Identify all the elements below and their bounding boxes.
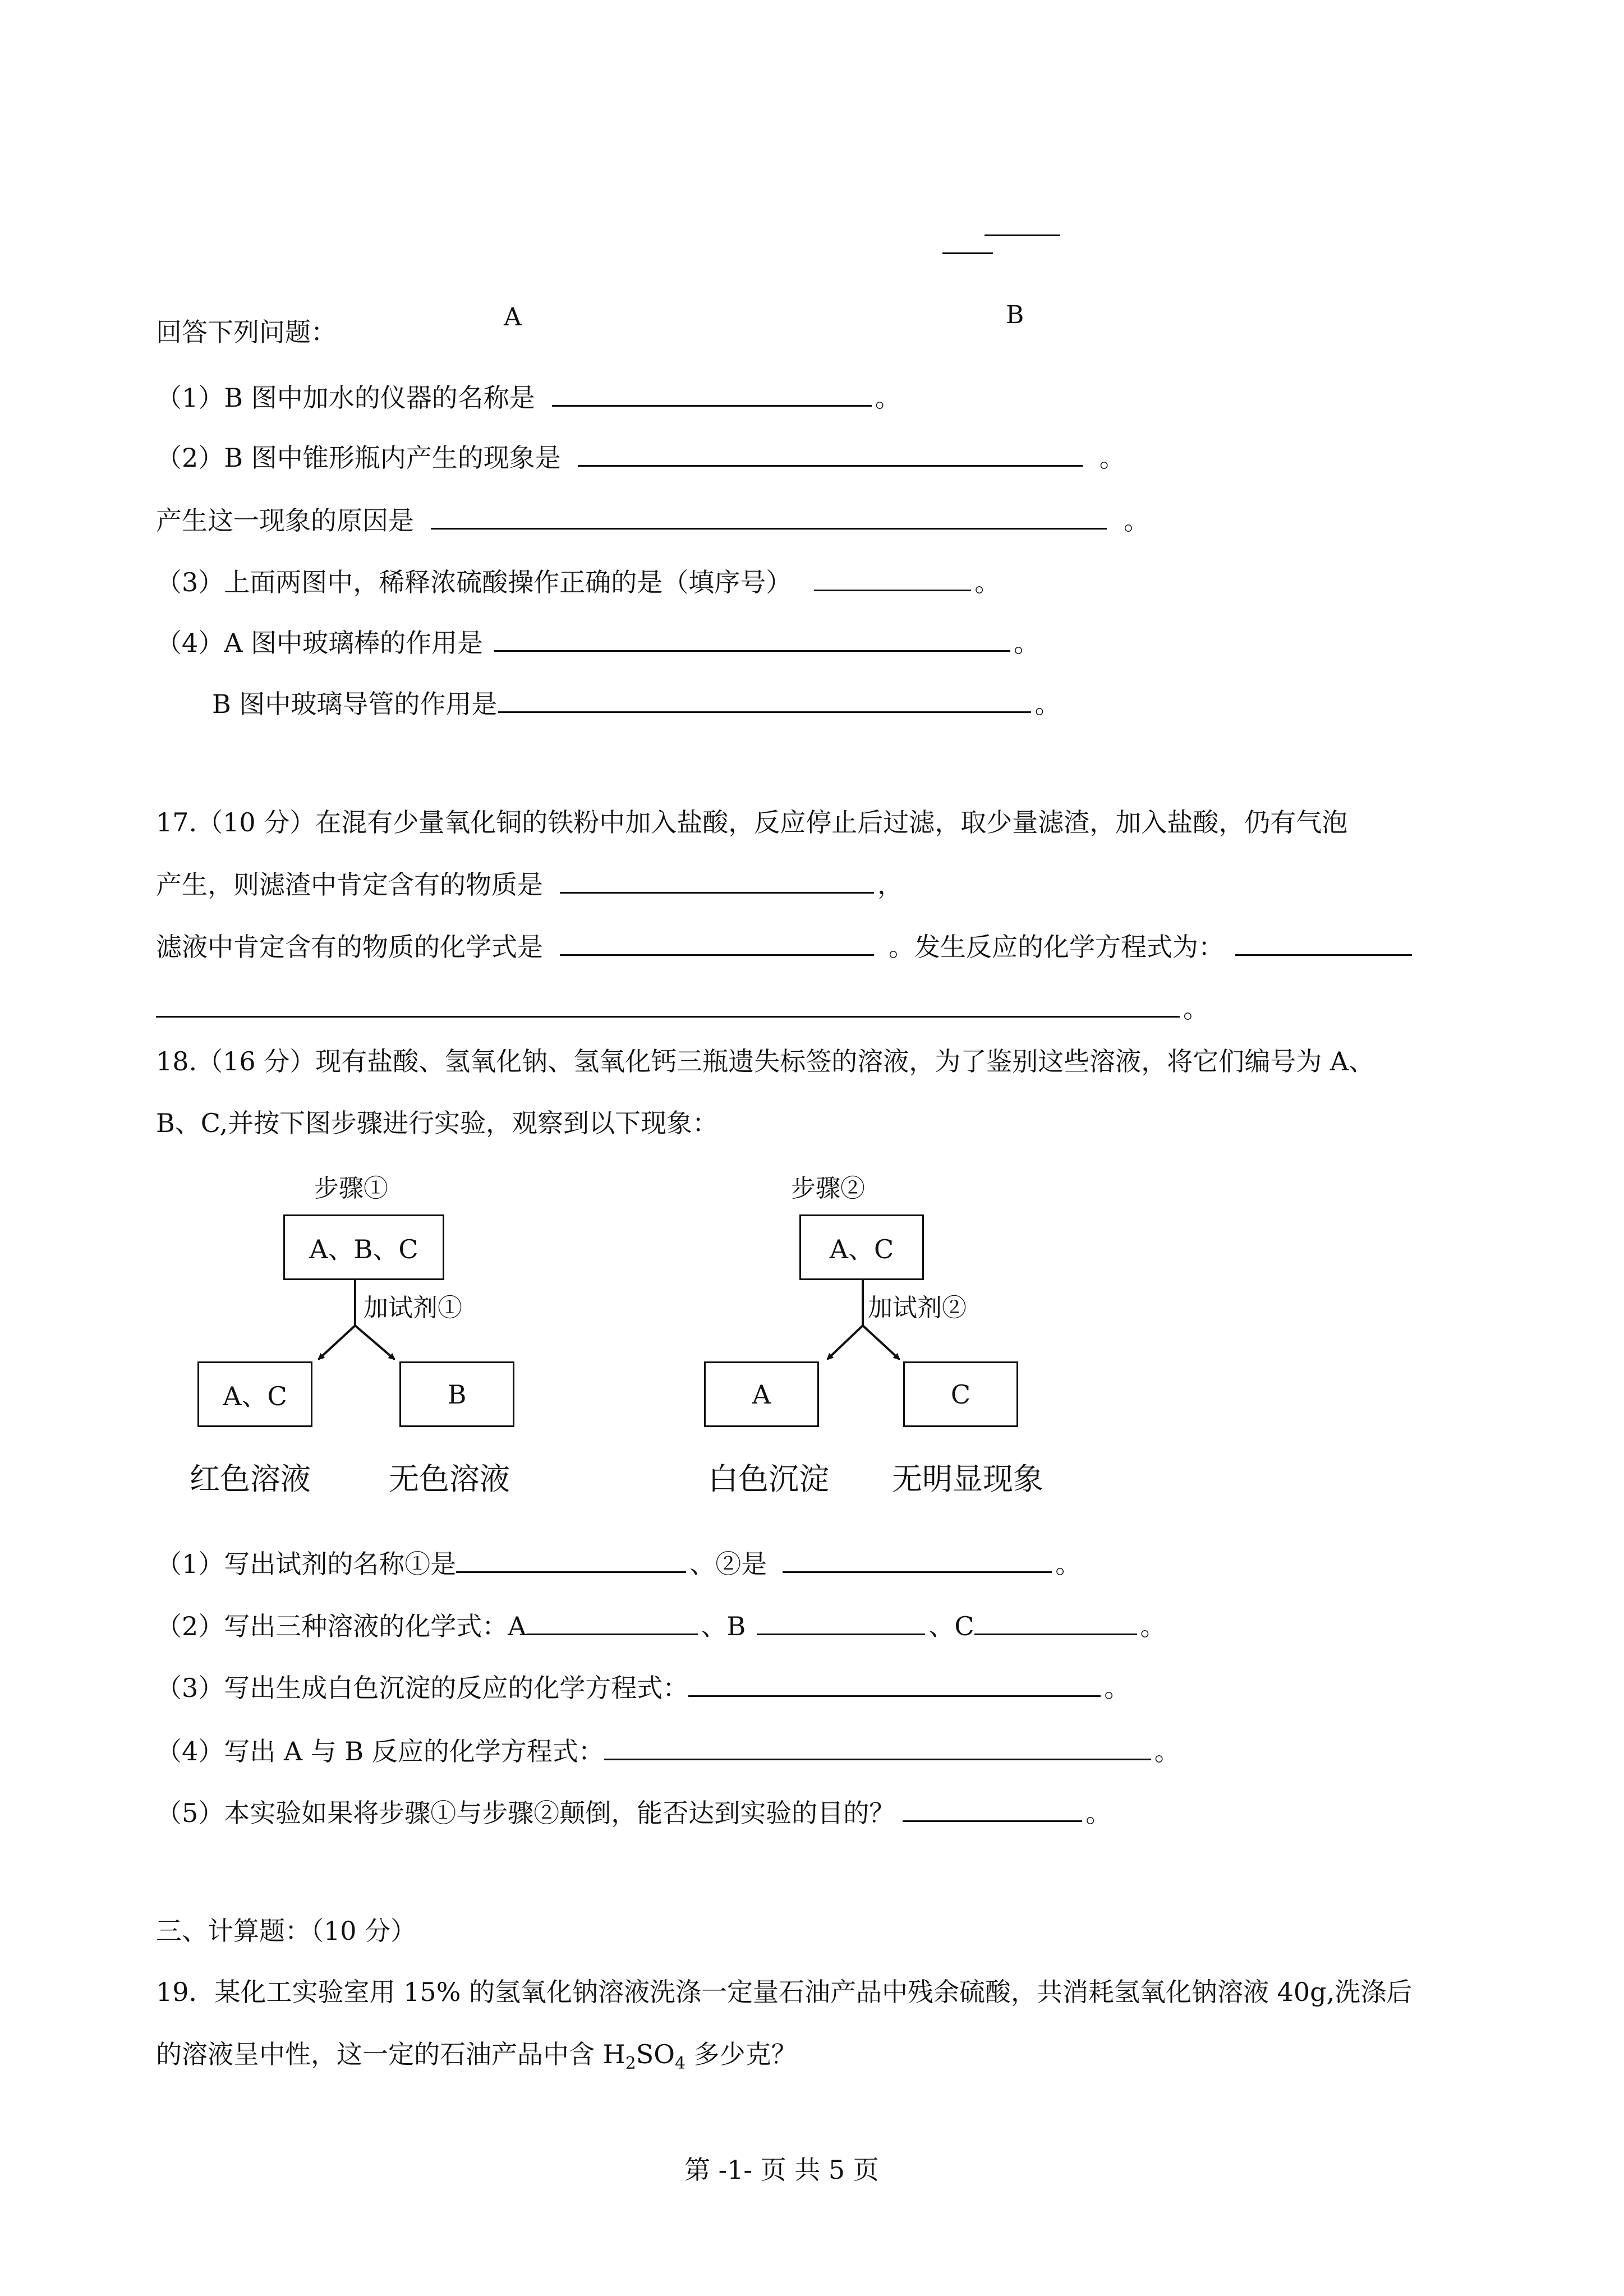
step1-arrow-left <box>319 1326 355 1359</box>
q19-line2 <box>156 2037 797 2081</box>
q17-line2-text: 产生，则滤渣中肯定含有的物质是 <box>156 869 543 900</box>
step1-label: 步骤① <box>314 1174 388 1203</box>
step2-arrow-left <box>827 1326 863 1359</box>
figure-label-a: A <box>504 303 522 332</box>
step2-right-box <box>903 1361 1018 1427</box>
period: 。 <box>1034 689 1061 719</box>
period: 。 <box>1085 1798 1112 1828</box>
answer-blank[interactable] <box>974 1608 1137 1635</box>
answer-blank[interactable] <box>1235 928 1412 956</box>
q16-part4b-text: B 图中玻璃导管的作用是 <box>212 689 498 719</box>
q18-part1-text2: 、②是 <box>689 1549 767 1579</box>
q17-line3-text: 滤液中肯定含有的物质的化学式是 <box>156 932 543 962</box>
q18-part2-text2: 、B <box>701 1611 746 1641</box>
q18-part3 <box>156 1669 1130 1705</box>
q18-part5-text: （5）本实验如果将步骤①与步骤②颠倒，能否达到实验的目的？ <box>156 1798 895 1828</box>
q18-part3-text: （3）写出生成白色沉淀的反应的化学方程式： <box>156 1673 689 1703</box>
answer-blank[interactable] <box>688 1669 1101 1697</box>
q16-part4 <box>156 624 1039 660</box>
answer-blank[interactable] <box>578 439 1083 467</box>
q18-line1: 18.（16 分）现有盐酸、氢氧化钠、氢氧化钙三瓶遗失标签的溶液，为了鉴别这些溶液，将它们编号为 A、 <box>156 1046 1375 1076</box>
step1-right-box <box>399 1361 514 1427</box>
answer-blank[interactable] <box>783 1545 1052 1573</box>
q18-part2 <box>156 1608 1166 1643</box>
answer-blank[interactable] <box>560 928 874 956</box>
q16-part3 <box>156 564 1000 599</box>
period: 。 <box>1154 1736 1180 1766</box>
answer-blank[interactable] <box>156 990 1180 1018</box>
q17-line1: 17.（10 分）在混有少量氧化铜的铁粉中加入盐酸，反应停止后过滤，取少量滤渣，加入盐酸，仍有气泡 <box>156 807 1348 838</box>
q18-part1-text: （1）写出试剂的名称①是 <box>156 1549 457 1579</box>
answer-blank[interactable] <box>431 502 1107 530</box>
figure-label-b: B <box>1006 301 1024 329</box>
q16-part2-text: （2）B 图中锥形瓶内产生的现象是 <box>156 443 561 473</box>
answer-blank[interactable] <box>494 624 1010 652</box>
period: 。 <box>1104 1673 1130 1703</box>
q17-line4 <box>156 990 1209 1025</box>
h-subscript: 2 <box>625 2054 636 2074</box>
step2-right-box-label: C <box>950 1379 971 1410</box>
result-red-solution: 红色溶液 <box>190 1461 311 1497</box>
q16-part4b <box>212 685 1060 721</box>
section-three-heading: 三、计算题：（10 分） <box>156 1916 417 1946</box>
answer-blank[interactable] <box>604 1733 1151 1760</box>
reagent1-label: 加试剂① <box>364 1294 462 1322</box>
step1-left-box <box>197 1361 312 1427</box>
reagent2-label: 加试剂② <box>868 1294 967 1322</box>
answer-blank[interactable] <box>560 866 874 894</box>
comma: ， <box>877 869 903 900</box>
q16-part3-text: （3）上面两图中，稀释浓硫酸操作正确的是（填序号） <box>156 567 792 597</box>
q17-line3 <box>156 928 1415 964</box>
period: 。 <box>1099 443 1125 473</box>
figure-line-1 <box>984 234 1060 236</box>
q16-part2b-text: 产生这一现象的原因是 <box>156 505 414 536</box>
result-colorless-solution: 无色溶液 <box>389 1461 510 1497</box>
q16-part1-text: （1）B 图中加水的仪器的名称是 <box>156 383 535 413</box>
q18-part2-text: （2）写出三种溶液的化学式：A <box>156 1611 527 1641</box>
q18-part4-text: （4）写出 A 与 B 反应的化学方程式： <box>156 1736 604 1766</box>
q18-part1 <box>156 1545 1081 1581</box>
step1-left-box-label: A、C <box>223 1381 287 1411</box>
answer-blank[interactable] <box>498 685 1031 713</box>
period: 。 <box>875 383 901 413</box>
answer-blank[interactable] <box>552 379 872 407</box>
q18-part4 <box>156 1733 1180 1768</box>
period: 。 <box>1124 505 1149 536</box>
page-footer: 第 -1- 页 共 5 页 <box>684 2155 879 2185</box>
step1-top-box <box>283 1214 444 1280</box>
step1-right-box-label: B <box>447 1379 467 1410</box>
q19-so: SO <box>636 2039 675 2069</box>
o-subscript: 4 <box>675 2054 686 2074</box>
q17-line2 <box>156 866 903 901</box>
q16-part2b <box>156 502 1149 537</box>
step2-left-box-label: A <box>752 1379 771 1410</box>
q19-line2-end: 多少克？ <box>686 2039 797 2069</box>
answer-blank[interactable] <box>757 1608 925 1635</box>
period: 。 <box>1183 993 1209 1024</box>
step1-top-box-label: A、B、C <box>309 1234 418 1264</box>
q18-line2: B、C,并按下图步骤进行实验，观察到以下现象： <box>156 1108 718 1138</box>
period: 。 <box>1140 1611 1166 1641</box>
period: 。 <box>1014 628 1040 658</box>
q18-part5 <box>156 1795 1111 1830</box>
period: 。 <box>1055 1549 1082 1579</box>
q16-intro: 回答下列问题： <box>156 317 337 347</box>
q16-part2 <box>156 439 1125 475</box>
answer-blank[interactable] <box>903 1795 1082 1822</box>
figure-line-2 <box>942 252 993 254</box>
answer-blank[interactable] <box>456 1545 686 1573</box>
step2-left-box <box>704 1361 819 1427</box>
q16-part1 <box>156 379 901 415</box>
step2-arrow-right <box>863 1326 899 1359</box>
answer-blank[interactable] <box>527 1608 698 1635</box>
q19-line1: 19．某化工实验室用 15% 的氢氧化钠溶液洗涤一定量石油产品中残余硫酸，共消耗氢氧化钠溶液 40g,洗涤后 <box>156 1977 1413 2007</box>
answer-blank[interactable] <box>814 564 971 591</box>
q17-line3-text2: 。发生反应的化学方程式为： <box>889 932 1224 962</box>
step2-label: 步骤② <box>791 1174 865 1203</box>
result-no-change: 无明显现象 <box>892 1461 1043 1497</box>
q18-part2-text3: 、C <box>928 1611 974 1641</box>
period: 。 <box>974 567 1001 597</box>
q16-part4-text: （4）A 图中玻璃棒的作用是 <box>156 628 484 658</box>
result-white-precipitate: 白色沉淀 <box>708 1461 829 1497</box>
q19-line2-text: 的溶液呈中性，这一定的石油产品中含 H <box>156 2039 625 2069</box>
step1-arrow-right <box>355 1326 394 1359</box>
step2-top-box <box>799 1214 924 1280</box>
step2-top-box-label: A、C <box>829 1234 894 1264</box>
